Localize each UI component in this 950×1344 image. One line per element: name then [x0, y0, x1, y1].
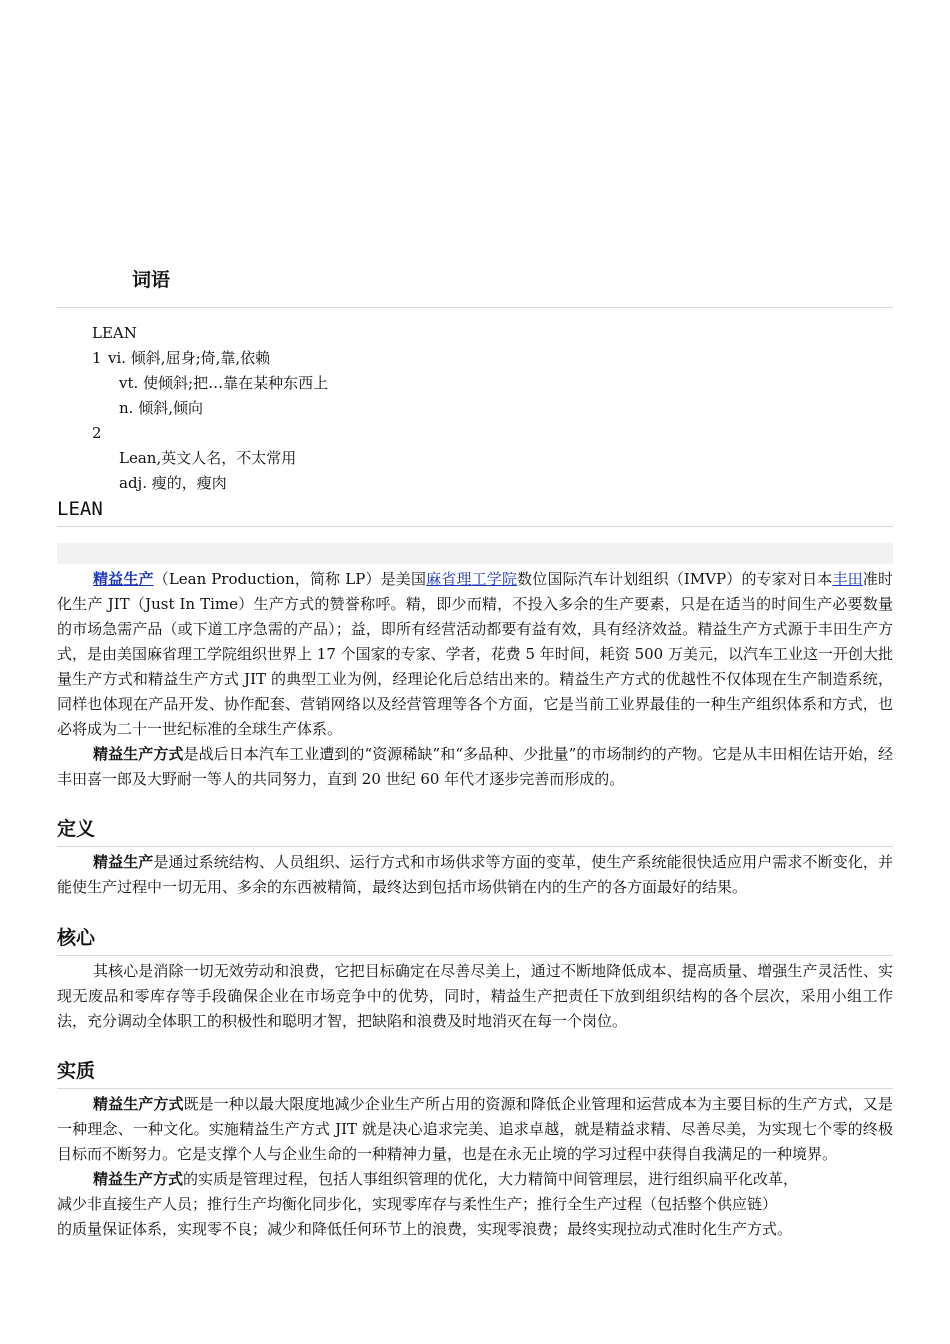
- heading-core: 核心: [57, 927, 96, 949]
- divider-ciyu: [57, 307, 893, 308]
- divider-lean: [57, 526, 893, 527]
- dictionary-entry: [92, 321, 328, 496]
- heading-definition: 定义: [57, 818, 96, 840]
- dict-vi: vi. 倾斜,屈身;倚,靠,依赖: [108, 349, 271, 367]
- definition-paragraph: 精益生产是通过系统结构、人员组织、运行方式和市场供求等方面的变革，使生产系统能很快适应用户需求不断变化，并能使生产过程中一切无用、多余的东西被精简，最终达到包括市场供销在内的生产的各方面最好的结果。: [57, 853, 893, 896]
- essence-paragraph-1: 精益生产方式既是一种以最大限度地减少企业生产所占用的资源和降低企业管理和运营成本为主要目标的生产方式，又是一种理念、一种文化。实施精益生产方式 JIT 就是决心追求完美、追求卓越，就是精益求精、尽善尽美，为实现七个零的终极目标而不断努力。它是支撑个人与企业生命的一种精神力量，也是在永无止境的学习过程中获得自我满足的一种境界。: [57, 1095, 893, 1163]
- definition-section: [57, 850, 893, 900]
- core-section: [57, 959, 893, 1034]
- link-toyota[interactable]: 丰田: [832, 570, 863, 588]
- dict-word: LEAN: [92, 324, 137, 342]
- link-lean-production[interactable]: 精益生产: [93, 570, 154, 588]
- divider-core: [57, 955, 893, 956]
- dict-sense-number: 1: [92, 349, 102, 367]
- essence-section: [57, 1092, 893, 1242]
- dict-name: Lean,英文人名，不太常用: [119, 449, 297, 467]
- heading-ciyu: 词语: [132, 269, 171, 291]
- intro-section: [57, 567, 893, 792]
- essence-paragraph-2: 精益生产方式的实质是管理过程，包括人事组织管理的优化，大力精简中间管理层，进行组织扁平化改革， 减少非直接生产人员；推行生产均衡化同步化，实现零库存与柔性生产；推行全生产过程（包括整个供应链） 的质量保证体系，实现零不良；减少和降低任何环节上的浪费，实现零浪费；最终实现拉动式准时化生产方式。: [57, 1170, 799, 1238]
- link-mit[interactable]: 麻省理工学院: [426, 570, 518, 588]
- heading-essence: 实质: [57, 1060, 96, 1082]
- divider-definition: [57, 846, 893, 847]
- core-paragraph: 其核心是消除一切无效劳动和浪费，它把目标确定在尽善尽美上，通过不断地降低成本、提高质量、增强生产灵活性、实现无废品和零库存等手段确保企业在市场竞争中的优势，同时，精益生产把责任下放到组织结构的各个层次，采用小组工作法，充分调动全体职工的积极性和聪明才智，把缺陷和浪费及时地消灭在每一个岗位。: [57, 962, 893, 1030]
- dict-vt: vt. 使倾斜;把…靠在某种东西上: [119, 374, 329, 392]
- grey-band: [57, 543, 893, 564]
- dict-noun: n. 倾斜,倾向: [119, 399, 203, 417]
- dict-adj: adj. 瘦的，瘦肉: [119, 474, 227, 492]
- intro-paragraph-1: 精益生产（Lean Production，简称 LP）是美国麻省理工学院数位国际汽车计划组织（IMVP）的专家对日本丰田准时化生产 JIT（Just In Time）生产方式的赞誉称呼。精，即少而精，不投入多余的生产要素，只是在适当的时间生产必要数量的市场急需产品（或下道工序急需的产品）；益，即所有经营活动都要有益有效，具有经济效益。精益生产方式源于丰田生产方式，是由美国麻省理工学院组织世界上 17 个国家的专家、学者，花费 5 年时间，耗资 500 万美元，以汽车工业这一开创大批量生产方式和精益生产方式 JIT 的典型工业为例，经理论化后总结出来的。精益生产方式的优越性不仅体现在生产制造系统，同样也体现在产品开发、协作配套、营销网络以及经营管理等各个方面，它是当前工业界最佳的一种生产组织体系和方式，也必将成为二十一世纪标准的全球生产体系。: [57, 570, 893, 738]
- dict-sense-2: 2: [92, 424, 102, 442]
- heading-lean: LEAN: [57, 498, 103, 520]
- divider-essence: [57, 1088, 893, 1089]
- dict-sense-1: [92, 346, 328, 371]
- intro-paragraph-2: 精益生产方式是战后日本汽车工业遭到的“资源稀缺”和“多品种、少批量”的市场制约的产物。它是从丰田相佐诘开始，经丰田喜一郎及大野耐一等人的共同努力，直到 20 世纪 60 年代才逐步完善而形成的。: [57, 745, 893, 788]
